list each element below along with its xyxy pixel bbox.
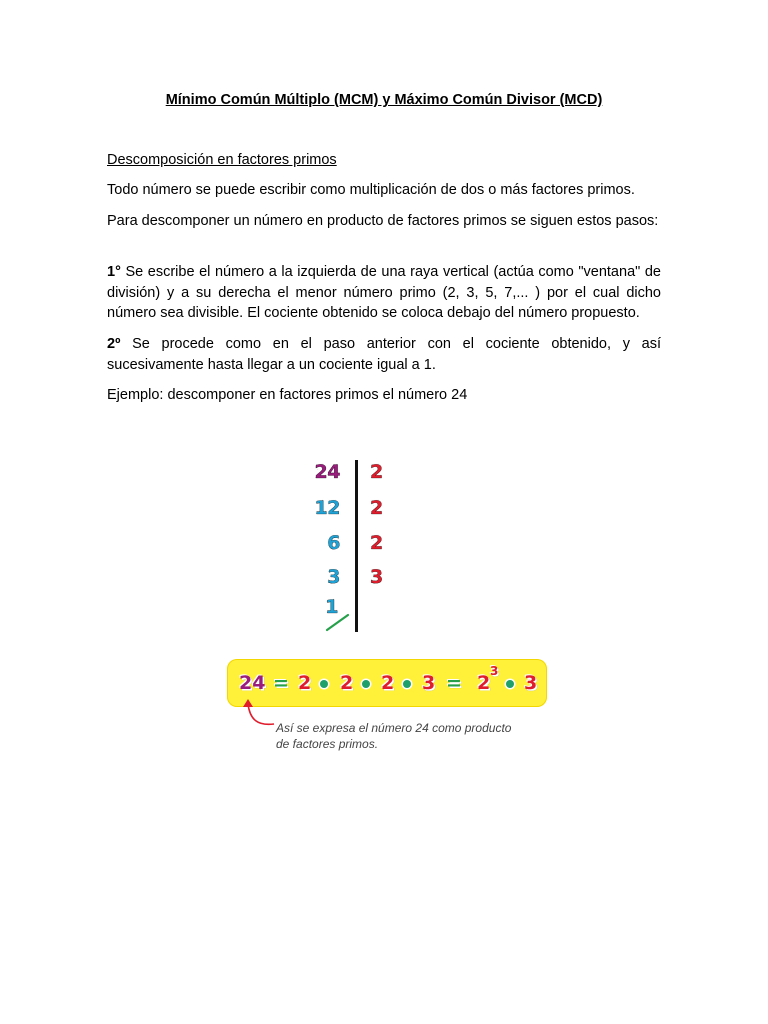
equation-power-rest: 3	[524, 672, 538, 694]
paragraph-1: Todo número se puede escribir como multiplicación de dos o más factores primos.	[107, 182, 635, 198]
divisor-4: 3	[370, 566, 383, 588]
section-heading: Descomposición en factores primos	[107, 152, 337, 168]
equation-factor-3: 2	[381, 672, 395, 694]
page-title: Mínimo Común Múltiplo (MCM) y Máximo Común Divisor (MCD)	[165, 92, 603, 108]
caption-line-2: de factores primos.	[276, 737, 379, 751]
step-2-text: Se procede como en el paso anterior con el cociente obtenido, y así sucesivamente hasta llegar a un cociente igual a 1.	[107, 336, 661, 373]
equation-lhs: 24	[239, 672, 266, 694]
dividend-12: 12	[314, 497, 340, 519]
equation-factor-4: 3	[422, 672, 436, 694]
multiply-dot-icon	[403, 680, 411, 688]
division-bar	[355, 460, 358, 632]
figure-caption	[276, 720, 511, 752]
step-2-marker: 2º	[107, 336, 121, 352]
dividend-6: 6	[327, 532, 340, 554]
equation-power-base: 2	[477, 672, 491, 694]
divisor-2: 2	[370, 497, 383, 519]
step-1-marker: 1°	[107, 264, 121, 280]
equation-power-exponent: 3	[490, 664, 499, 678]
dividend-1: 1	[325, 596, 338, 618]
step-1-text: Se escribe el número a la izquierda de una raya vertical (actúa como "ventana" de división) y a su derecha el menor número primo (2, 3, 5, 7,... ) por el cual dicho número sea divisible. El cociente obtenido se coloca debajo del número propuesto.	[107, 264, 661, 321]
example-text: Ejemplo: descomponer en factores primos el número 24	[107, 387, 468, 403]
dividend-24: 24	[314, 461, 340, 483]
divisor-3: 2	[370, 532, 383, 554]
equation-equals-1: =	[273, 672, 289, 694]
multiply-dot-icon	[362, 680, 370, 688]
divisor-1: 2	[370, 461, 383, 483]
paragraph-2: Para descomponer un número en producto de factores primos se siguen estos pasos:	[107, 213, 659, 229]
dividend-3: 3	[327, 566, 340, 588]
multiply-dot-icon	[506, 680, 514, 688]
curved-arrow-icon	[238, 696, 278, 732]
equation-factor-1: 2	[298, 672, 312, 694]
caption-line-1: Así se expresa el número 24 como producto	[276, 721, 512, 735]
equation-equals-2: =	[446, 672, 462, 694]
equation-factor-2: 2	[340, 672, 354, 694]
multiply-dot-icon	[320, 680, 328, 688]
